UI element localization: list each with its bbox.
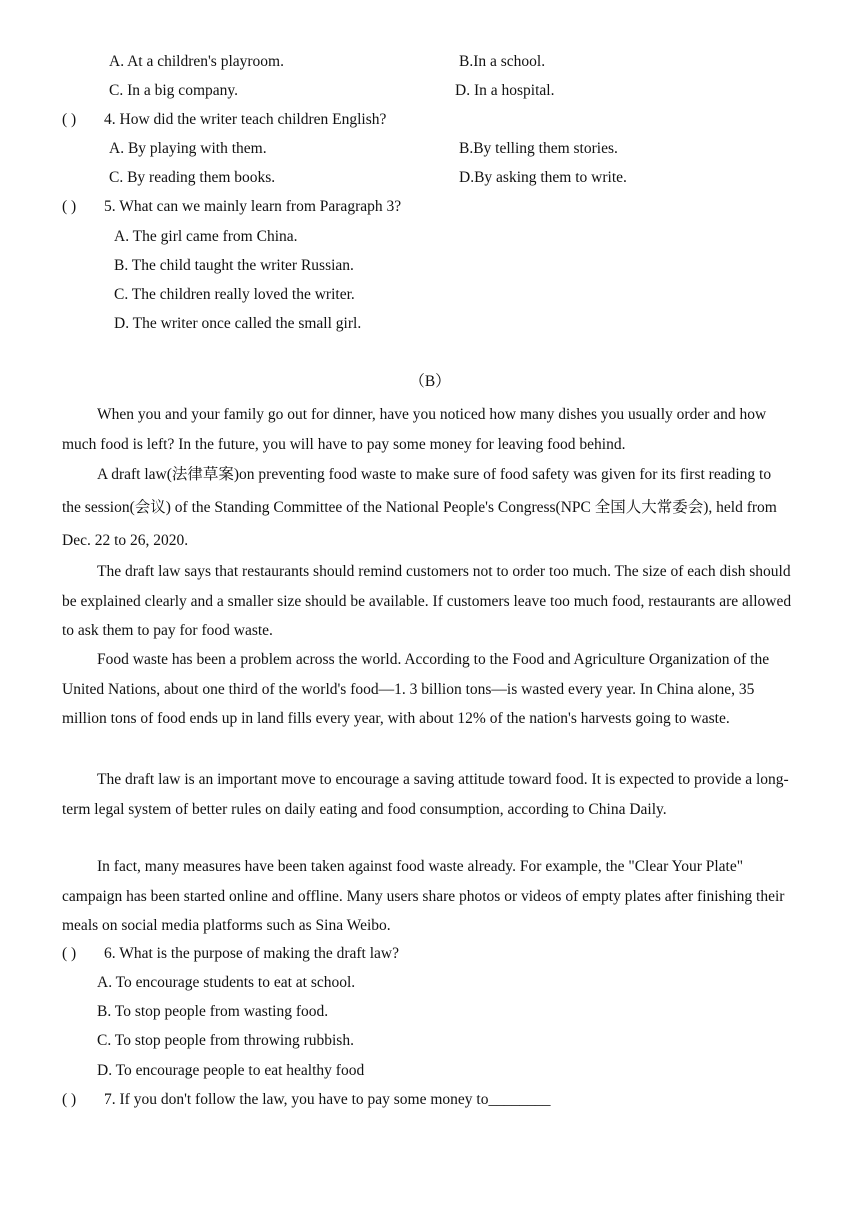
passage-paragraph-2: A draft law(法律草案)on preventing food waste to make sure of food safety was given for its first reading to the session(会议) of the Standing Committee of the National People's Congress(NPC 全国人大常委会), held from Dec. 22 to 26, 2020. (62, 466, 777, 549)
q4-option-d: D.By asking them to write. (459, 169, 627, 186)
q6-option-a: A. To encourage students to eat at school. (97, 974, 356, 991)
q5-question: 5. What can we mainly learn from Paragraph 3? (104, 198, 402, 215)
section-heading: （B） (409, 373, 451, 390)
q5-option-a: A. The girl came from China. (114, 228, 298, 245)
q3-option-b: B.In a school. (459, 53, 546, 70)
q4-option-b: B.By telling them stories. (459, 140, 618, 157)
q4-question: 4. How did the writer teach children English? (104, 111, 387, 128)
passage-paragraph-4: Food waste has been a problem across the world. According to the Food and Agriculture Organization of the United Nations, about one third of the world's food—1. 3 billion tons—is wasted every year. In China alone, 35 million tons of food ends up in land fills every year, with about 12% of the nation's harvests going to waste. (62, 651, 770, 727)
q3-option-a: A. At a children's playroom. (109, 53, 284, 70)
passage-paragraph-3: The draft law says that restaurants should remind customers not to order too much. The size of each dish should be explained clearly and a smaller size should be available. If customers leave too much food, restaurants are allowed to ask them to pay for food waste. (62, 563, 792, 639)
passage-paragraph-6: In fact, many measures have been taken against food waste already. For example, the "Clear Your Plate" campaign has been started online and offline. Many users share photos or videos of empty plates after finishing their meals on social media platforms such as Sina Weibo. (62, 858, 785, 934)
q3-option-d: D. In a hospital. (455, 82, 555, 99)
q7-answer-blank: ( ) (62, 1091, 77, 1108)
q5-option-d: D. The writer once called the small girl. (114, 315, 362, 332)
passage-paragraph-1: When you and your family go out for dinner, have you noticed how many dishes you usually order and how much food is left? In the future, you will have to pay some money for leaving food behind. (62, 406, 767, 453)
q6-question: 6. What is the purpose of making the draft law? (104, 945, 399, 962)
q7-question: 7. If you don't follow the law, you have to pay some money to________ (104, 1091, 551, 1108)
q3-option-c: C. In a big company. (109, 82, 238, 99)
q4-answer-blank: ( ) (62, 111, 77, 128)
q4-option-c: C. By reading them books. (109, 169, 276, 186)
q4-option-a: A. By playing with them. (109, 140, 267, 157)
q5-option-b: B. The child taught the writer Russian. (114, 257, 354, 274)
q6-option-d: D. To encourage people to eat healthy food (97, 1062, 365, 1079)
q6-answer-blank: ( ) (62, 945, 77, 962)
passage-paragraph-5: The draft law is an important move to encourage a saving attitude toward food. It is expected to provide a long-term legal system of better rules on daily eating and food consumption, according to China Daily. (62, 771, 789, 818)
q6-option-c: C. To stop people from throwing rubbish. (97, 1032, 354, 1049)
q6-option-b: B. To stop people from wasting food. (97, 1003, 329, 1020)
q5-option-c: C. The children really loved the writer. (114, 286, 355, 303)
q5-answer-blank: ( ) (62, 198, 77, 215)
